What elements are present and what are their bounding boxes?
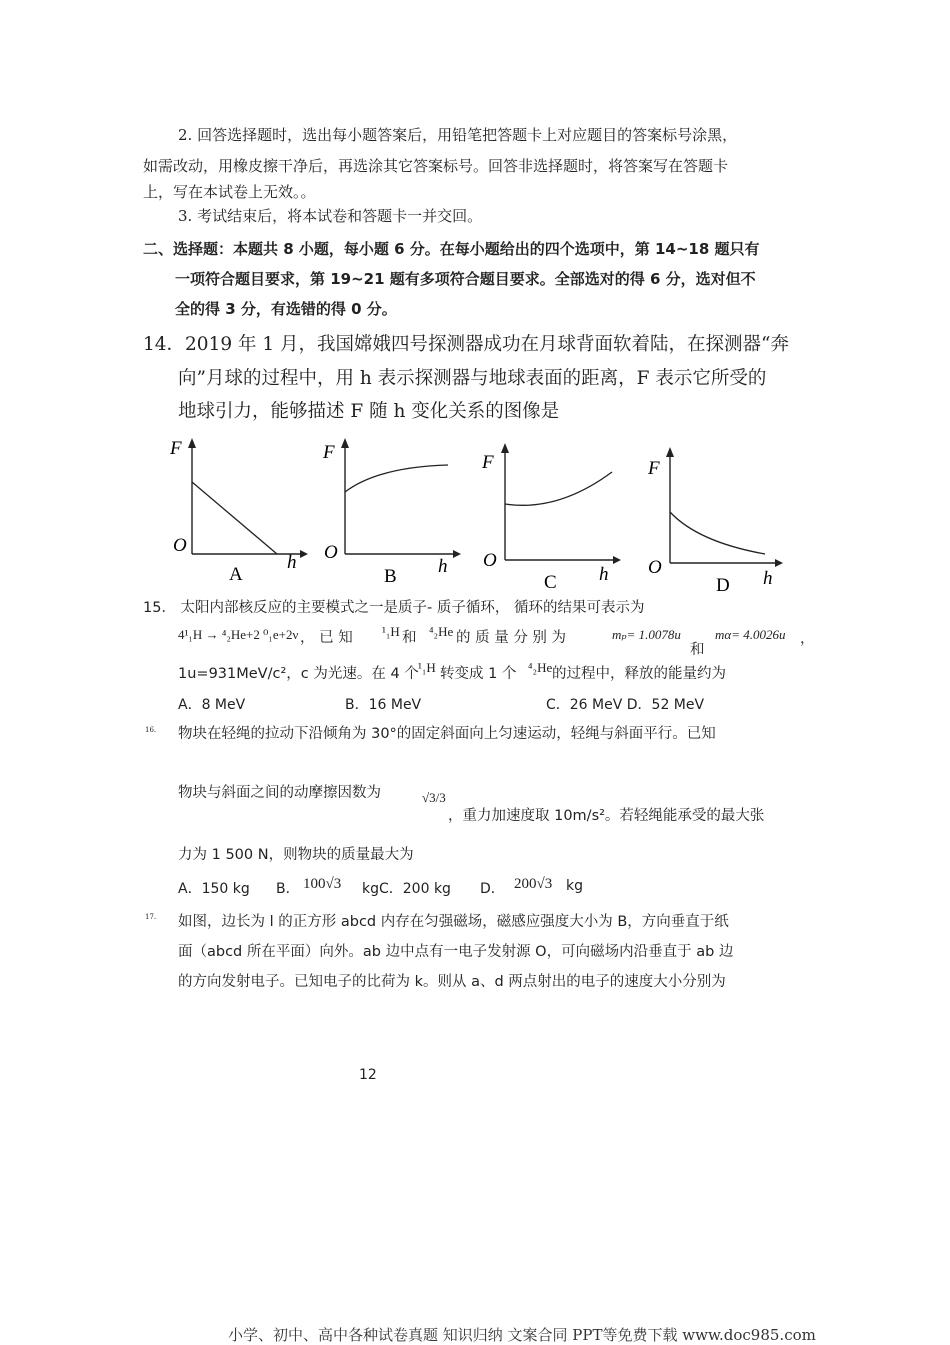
q15-line3-b: 转变成 1 个 bbox=[440, 666, 517, 682]
graph-b-letter: B bbox=[384, 566, 397, 587]
note-2-line2: 如需改动，用橡皮擦干净后，再选涂其它答案标号。回答非选择题时，将答案写在答题卡 bbox=[143, 157, 729, 175]
q15-and: 和 bbox=[402, 630, 417, 646]
graph-c-curve bbox=[505, 472, 612, 505]
q14-line1: 14．2019 年 1 月，我国嫦娥四号探测器成功在月球背面软着陆，在探测器“奔 bbox=[143, 334, 789, 355]
q17-line2: 面（abcd 所在平面）向外。ab 边中点有一电子发射源 O，可向磁场内沿垂直于 ab 边 bbox=[178, 944, 734, 960]
graph-b-x-label: h bbox=[438, 556, 448, 577]
q15-mass-text: 的 质 量 分 别 为 bbox=[456, 630, 567, 646]
q14-line2: 向”月球的过程中，用 h 表示探测器与地球表面的距离，F 表示它所受的 bbox=[178, 368, 767, 389]
q16-option-b-value: 100√3 bbox=[303, 876, 342, 892]
graph-a bbox=[165, 432, 315, 592]
note-3: 3. 考试结束后，将本试卷和答题卡一并交回。 bbox=[178, 207, 483, 225]
graph-a-y-label: F bbox=[170, 438, 182, 459]
graph-b bbox=[318, 432, 468, 592]
q15-and2: 和 bbox=[690, 642, 705, 658]
note-2-line3: 上，写在本试卷上无效。。 bbox=[143, 183, 316, 201]
section-2-line1: 二、选择题：本题共 8 小题，每小题 6 分。在每小题给出的四个选项中，第 14~18 题只有 bbox=[143, 240, 760, 258]
graph-b-curve bbox=[345, 465, 448, 492]
graph-d-y-label: F bbox=[648, 458, 660, 479]
q16-option-a: A．150 kg bbox=[178, 881, 250, 897]
page-number: 12 bbox=[359, 1067, 377, 1083]
q15-known: ， 已 知 bbox=[300, 630, 353, 646]
q15-alpha-mass: mα= 4.0026u bbox=[715, 627, 786, 642]
q15-line3-a: 1u=931MeV/c²，c 为光速。在 4 个 bbox=[178, 666, 419, 682]
q15-line3-iso1: ¹₁H bbox=[418, 660, 436, 675]
q15-line1: 15． 太阳内部核反应的主要模式之一是质子- 质子循环， 循环的结果可表示为 bbox=[143, 600, 645, 616]
note-2-line1: 2. 回答选择题时，选出每小题答案后，用铅笔把答题卡上对应题目的答案标号涂黑， bbox=[178, 126, 738, 144]
q17-line3: 的方向发射电子。已知电子的比荷为 k。则从 a、d 两点射出的电子的速度大小分别为 bbox=[178, 974, 726, 990]
q16-option-d-label: D． bbox=[480, 881, 505, 897]
graph-d-x-label: h bbox=[763, 568, 773, 589]
q16-friction-coefficient: √3/3 bbox=[422, 790, 446, 805]
q16-option-d-value: 200√3 bbox=[514, 876, 553, 892]
q15-isotope-h: ¹₁H bbox=[382, 624, 400, 639]
q16-line1: 物块在轻绳的拉动下沿倾角为 30°的固定斜面向上匀速运动，轻绳与斜面平行。已知 bbox=[178, 726, 716, 742]
q16-option-b-label: B． bbox=[276, 881, 300, 897]
graph-b-y-label: F bbox=[323, 442, 335, 463]
q15-option-a: A．8 MeV bbox=[178, 697, 246, 713]
graph-c bbox=[478, 432, 628, 592]
footer-banner: 小学、初中、高中各种试卷真题 知识归纳 文案合同 PPT等免费下载 www.doc985.com bbox=[228, 1326, 816, 1344]
q16-line3: 力为 1 500 N，则物块的质量最大为 bbox=[178, 847, 414, 863]
section-2-line2: 一项符合题目要求，第 19~21 题有多项符合题目要求。全部选对的得 6 分，选对但不 bbox=[175, 270, 756, 288]
graph-a-origin: O bbox=[173, 535, 187, 556]
q16-line2-b: ，重力加速度取 10m/s²。若轻绳能承受的最大张 bbox=[448, 808, 765, 824]
section-2-line3: 全的得 3 分，有选错的得 0 分。 bbox=[175, 300, 397, 318]
graph-d bbox=[643, 432, 793, 592]
q15-option-b: B．16 MeV bbox=[345, 697, 422, 713]
q15-line3-iso2: ⁴₂He bbox=[528, 660, 553, 675]
q15-line3-c: 的过程中，释放的能量约为 bbox=[552, 666, 726, 682]
graph-a-letter: A bbox=[229, 564, 243, 585]
q16-option-b-unit: kgC．200 kg bbox=[362, 881, 451, 897]
graph-b-origin: O bbox=[324, 542, 338, 563]
graph-d-letter: D bbox=[716, 575, 730, 592]
q17-line1: 如图，边长为 l 的正方形 abcd 内存在匀强磁场，磁感应强度大小为 B，方向垂直于纸 bbox=[178, 914, 729, 930]
graph-c-y-label: F bbox=[482, 452, 494, 473]
q14-line3: 地球引力，能够描述 F 随 h 变化关系的图像是 bbox=[178, 401, 560, 422]
graph-d-curve bbox=[670, 512, 765, 554]
q17-number: 17. bbox=[145, 913, 157, 921]
graph-d-origin: O bbox=[648, 557, 662, 578]
graph-c-letter: C bbox=[544, 572, 557, 592]
q15-proton-mass: mₚ= 1.0078u bbox=[612, 627, 681, 642]
graph-a-x-label: h bbox=[287, 552, 297, 573]
q16-line2-a: 物块与斜面之间的动摩擦因数为 bbox=[178, 785, 381, 801]
q15-equation: 4¹₁H → ⁴₂He+2 ⁰₁e+2ν bbox=[178, 627, 299, 642]
q16-option-d-unit: kg bbox=[566, 878, 583, 894]
q16-number: 16. bbox=[145, 726, 157, 734]
q15-isotope-he: ⁴₂He bbox=[429, 624, 454, 639]
graph-c-origin: O bbox=[483, 550, 497, 571]
graph-a-curve bbox=[192, 482, 277, 554]
q15-comma: ， bbox=[800, 631, 815, 647]
graph-c-x-label: h bbox=[599, 564, 609, 585]
q15-option-cd: C．26 MeV D．52 MeV bbox=[546, 697, 705, 713]
